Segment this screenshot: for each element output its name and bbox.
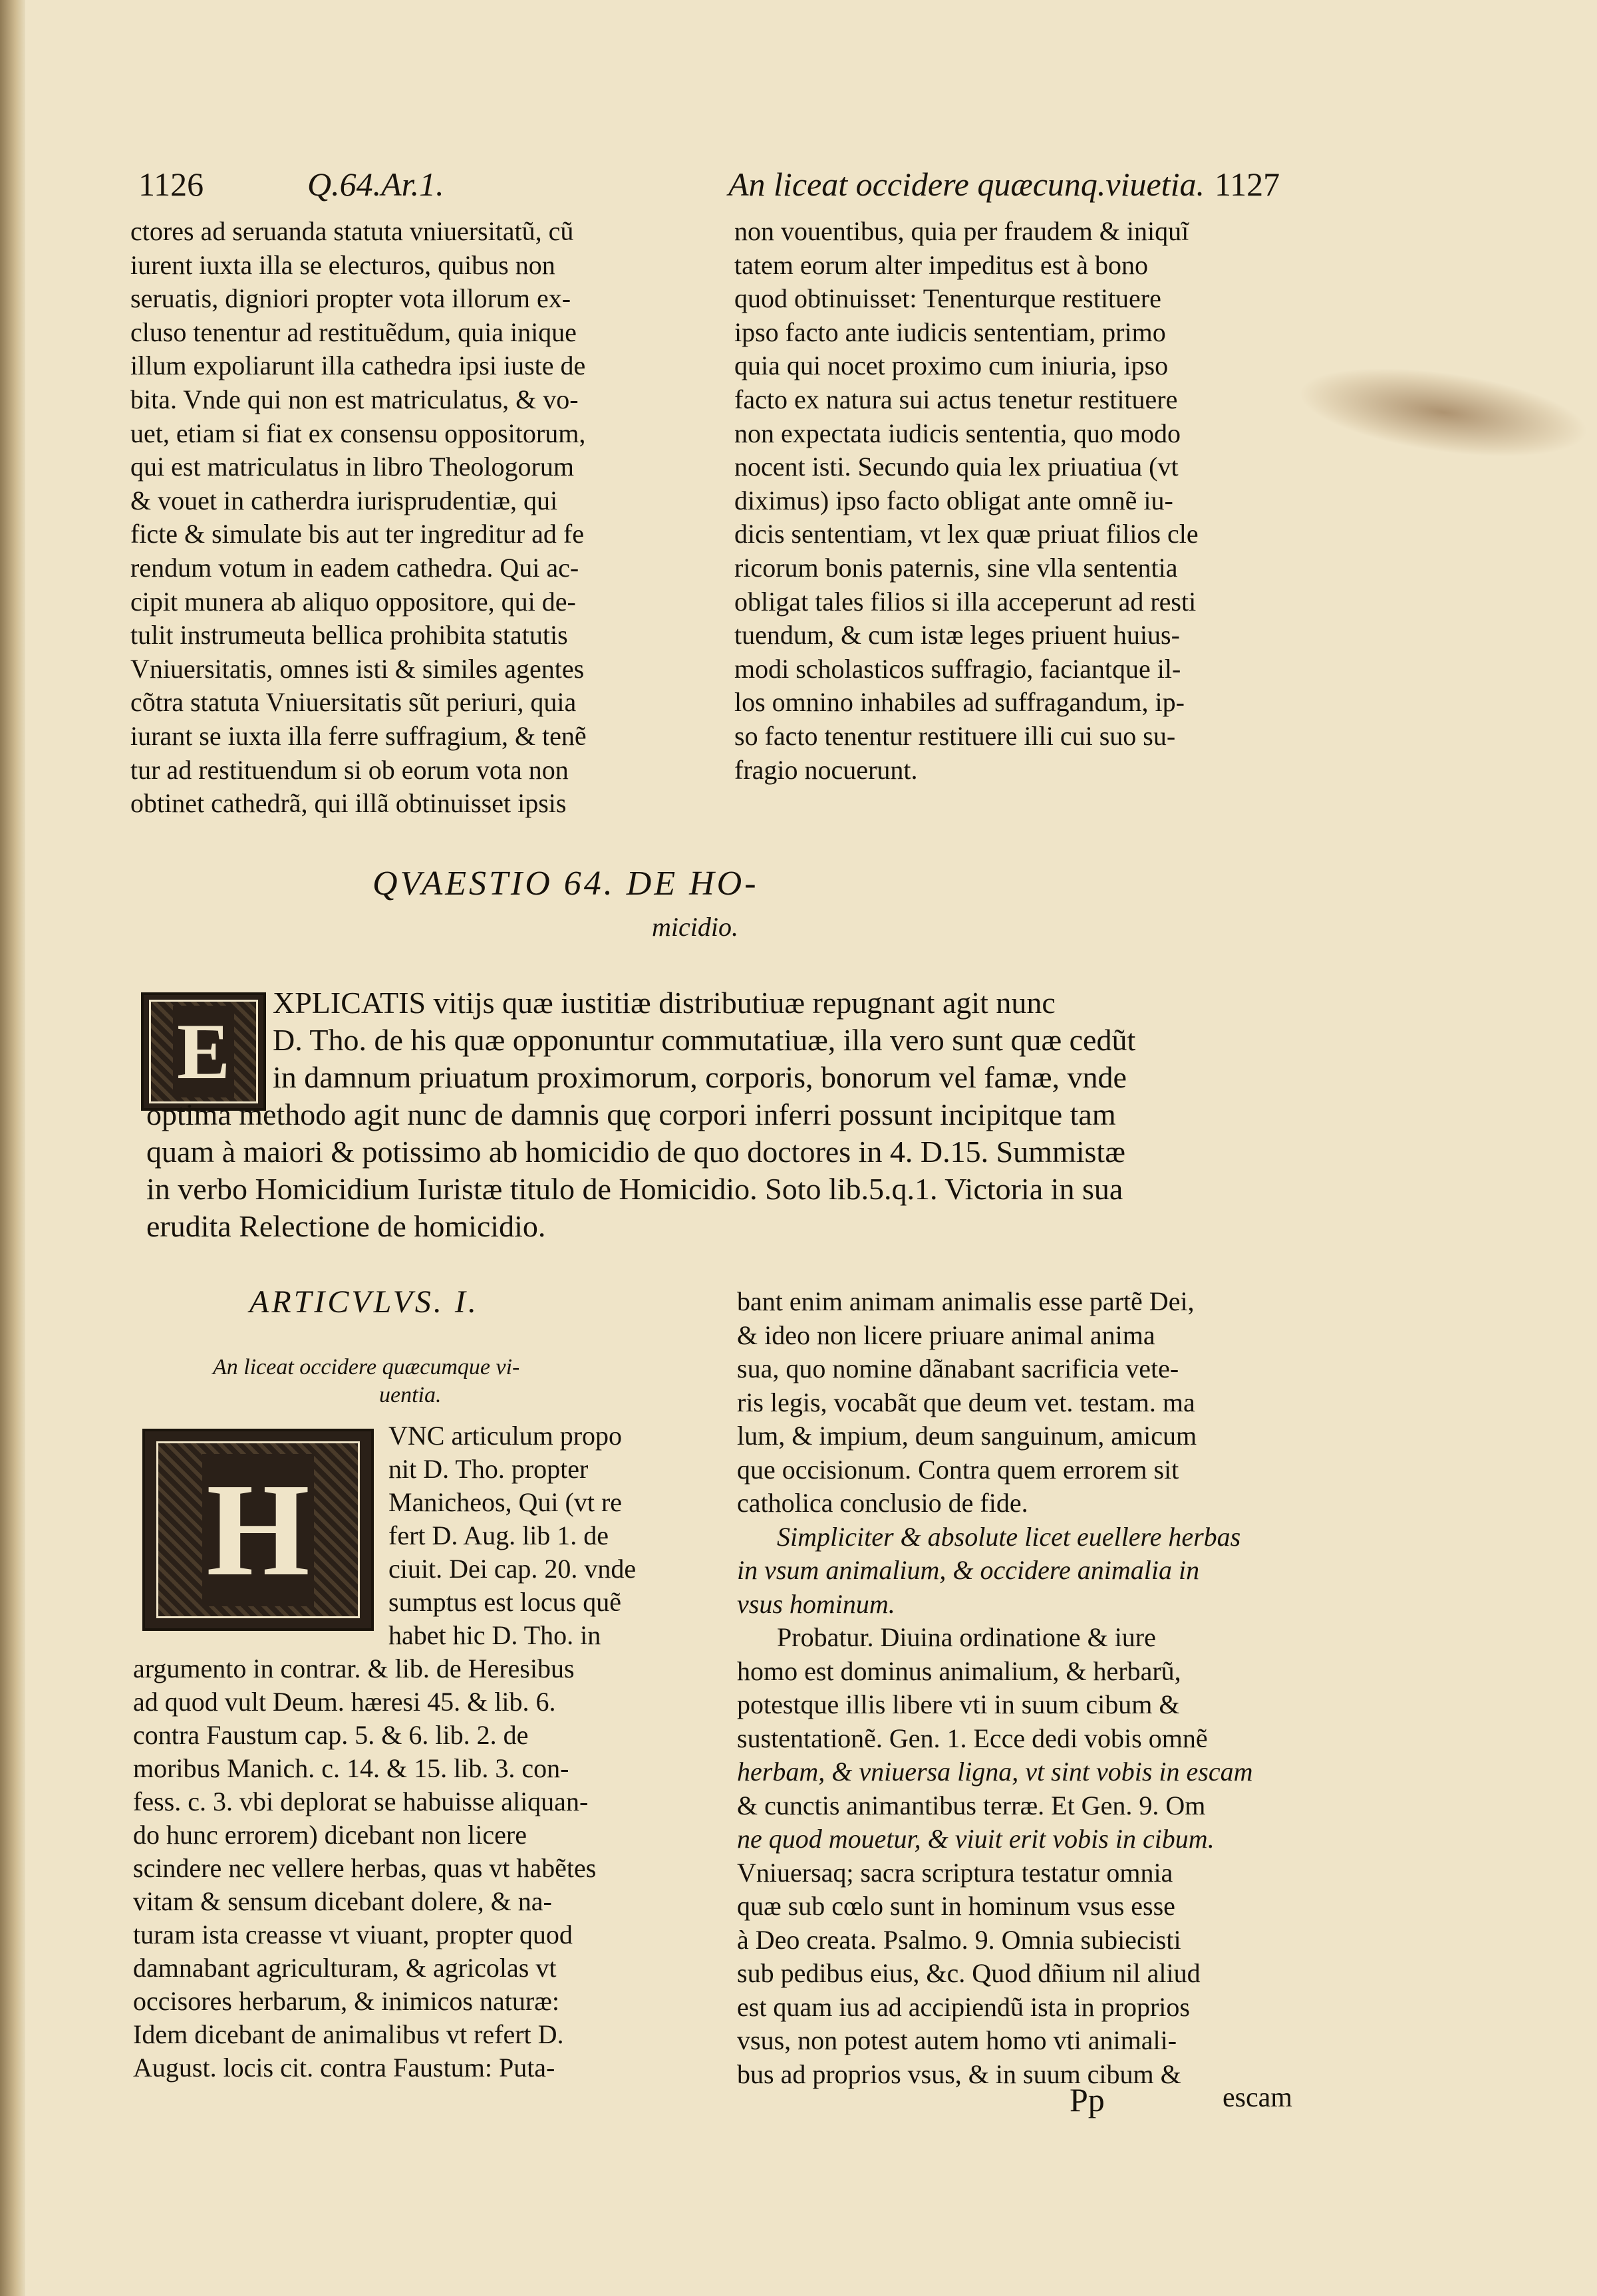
text-line: lum, & impium, deum sanguinum, amicum xyxy=(737,1421,1197,1451)
signature-mark: Pp xyxy=(1070,2081,1105,2118)
text-line: quia qui nocet proximo cum iniuria, ipso xyxy=(734,351,1169,381)
text-line: rendum votum in eadem cathedra. Qui ac- xyxy=(130,552,579,583)
top-left-column xyxy=(130,215,677,821)
text-line: est quam ius ad accipiendũ ista in proprios xyxy=(737,1991,1190,2022)
text-line: qui est matriculatus in libro Theologorum xyxy=(130,452,574,482)
text-line: turam ista creasse vt viuant, propter quod xyxy=(133,1920,573,1949)
text-line: quod obtinuisset: Tenenturque restituere xyxy=(734,283,1161,314)
conclusion-line: vsus hominum. xyxy=(737,1588,895,1619)
text-line: tuendum, & cum istæ leges priuent huius- xyxy=(734,620,1180,650)
text-line: iurent iuxta illa se electuros, quibus non xyxy=(130,249,555,280)
text-line: ricorum bonis paternis, sine vlla sententia xyxy=(734,552,1178,583)
text-line: cõtra statuta Vniuersitatis sũt periuri, quia xyxy=(130,687,577,718)
text-line: fragio nocuerunt. xyxy=(734,754,918,785)
text-line: facto ex natura sui actus tenetur restituere xyxy=(734,384,1178,414)
text-line: optima methodo agit nunc de damnis quę corpori inferri possunt incipitque tam xyxy=(146,1097,1116,1131)
text-line: vitam & sensum dicebant dolere, & na- xyxy=(133,1886,552,1916)
question-title-continued: micidio. xyxy=(652,912,738,942)
text-line: contra Faustum cap. 5. & 6. lib. 2. de xyxy=(133,1720,529,1750)
text-line: sub pedibus eius, &c. Quod dñium nil aliud xyxy=(737,1958,1201,1988)
text-line: VNC articulum propo xyxy=(388,1421,623,1451)
text-line: & cunctis animantibus terræ. Et Gen. 9. Om xyxy=(737,1790,1206,1820)
left-running-title: Q.64.Ar.1. xyxy=(307,166,444,203)
text-line: August. locis cit. contra Faustum: Puta- xyxy=(133,2053,555,2082)
text-line: Probatur. Diuina ordinatione & iure xyxy=(777,1622,1156,1652)
article-column-beside-cap xyxy=(388,1419,681,1652)
text-line: moribus Manich. c. 14. & 15. lib. 3. con- xyxy=(133,1753,569,1783)
text-line: tur ad restituendum si ob eorum vota non xyxy=(130,754,569,785)
bottom-right-column xyxy=(737,1285,1285,2091)
left-page-number: 1126 xyxy=(138,166,204,203)
text-line: Vniuersitatis, omnes isti & similes agentes xyxy=(130,653,585,684)
text-line: in damnum priuatum proximorum, corporis, bonorum vel famæ, vnde xyxy=(273,1060,1127,1094)
text-line: Vniuersaq; sacra scriptura testatur omnia xyxy=(737,1857,1173,1888)
text-line: sumptus est locus quẽ xyxy=(388,1587,621,1617)
text-line: ficte & simulate bis aut ter ingreditur ad fe xyxy=(130,519,584,549)
text-line: habet hic D. Tho. in xyxy=(388,1620,601,1650)
text-line: D. Tho. de his quæ opponuntur commutatiuæ, illa vero sunt quæ cedũt xyxy=(273,1023,1136,1057)
drop-cap-letter: E xyxy=(173,1006,234,1097)
text-line: cipit munera ab aliquo oppositore, qui de- xyxy=(130,586,576,617)
text-line: bant enim animam animalis esse partẽ Dei, xyxy=(737,1286,1195,1316)
text-line: herbam, & vniuersa ligna, vt sint vobis in escam xyxy=(737,1757,1253,1787)
text-line: Idem dicebant de animalibus vt refert D. xyxy=(133,2019,564,2049)
right-running-title: An liceat occidere quæcunq.viuetia. xyxy=(728,166,1205,203)
text-line: non expectata iudicis sententia, quo modo xyxy=(734,418,1181,448)
right-page-number: 1127 xyxy=(1215,166,1280,203)
text-line: vsus, non potest autem homo vti animali- xyxy=(737,2025,1177,2055)
article-subtitle xyxy=(213,1354,612,1409)
text-line: argumento in contrar. & lib. de Heresibus xyxy=(133,1653,575,1683)
text-line: uet, etiam si fiat ex consensu oppositorum, xyxy=(130,418,586,448)
text-line: occisores herbarum, & inimicos naturæ: xyxy=(133,1986,559,2016)
text-line: catholica conclusio de fide. xyxy=(737,1488,1028,1518)
text-line: homo est dominus animalium, & herbarũ, xyxy=(737,1655,1181,1686)
text-line: fert D. Aug. lib 1. de xyxy=(388,1520,609,1550)
text-line: illum expoliarunt illa cathedra ipsi iuste de xyxy=(130,351,586,381)
text-line: seruatis, digniori propter vota illorum ex- xyxy=(130,283,571,314)
text-line: obtinet cathedrã, qui illã obtinuisset ipsis xyxy=(130,788,567,819)
top-right-column xyxy=(734,215,1281,787)
text-line: ne quod mouetur, & viuit erit vobis in cibum. xyxy=(737,1824,1215,1854)
text-line: & vouet in catherdra iurisprudentiæ, qui xyxy=(130,485,558,515)
text-line: sustentationẽ. Gen. 1. Ecce dedi vobis omnẽ xyxy=(737,1723,1208,1753)
text-line: los omnino inhabiles ad suffragandum, ip- xyxy=(734,687,1185,718)
text-line: à Deo creata. Psalmo. 9. Omnia subiecisti xyxy=(737,1924,1181,1955)
drop-cap-h xyxy=(142,1429,374,1631)
text-line: scindere nec vellere herbas, quas vt habẽtes xyxy=(133,1853,597,1883)
text-line: so facto tenentur restituere illi cui suo su- xyxy=(734,720,1176,751)
text-line: Manicheos, Qui (vt re xyxy=(388,1487,623,1517)
text-line: ctores ad seruanda statuta vniuersitatũ, cũ xyxy=(130,216,574,246)
conclusion-line: in vsum animalium, & occidere animalia in xyxy=(737,1555,1200,1585)
text-line: tatem eorum alter impeditus est à bono xyxy=(734,249,1149,280)
text-line: ipso facto ante iudicis sententiam, primo xyxy=(734,317,1166,347)
text-line: do hunc errorem) dicebant non licere xyxy=(133,1820,527,1850)
text-line: quæ sub cœlo sunt in hominum vsus esse xyxy=(737,1891,1175,1921)
text-line: nocent isti. Secundo quia lex priuatiua (vt xyxy=(734,452,1179,482)
catchword: escam xyxy=(1223,2082,1292,2113)
intro-paragraph xyxy=(146,984,1284,1245)
article-subtitle-line: An liceat occidere quæcumque vi- xyxy=(213,1355,520,1379)
text-line: XPLICATIS vitijs quæ iustitiæ distributiuæ repugnant agit nunc xyxy=(273,986,1056,1020)
text-line: obligat tales filios si illa acceperunt ad resti xyxy=(734,586,1197,617)
text-line: tulit instrumeuta bellica prohibita statutis xyxy=(130,620,568,650)
text-line: que occisionum. Contra quem errorem sit xyxy=(737,1454,1179,1485)
text-line: erudita Relectione de homicidio. xyxy=(146,1209,546,1243)
text-line: dicis sententiam, vt lex quæ priuat filios cle xyxy=(734,519,1199,549)
drop-cap-letter: H xyxy=(202,1454,314,1606)
text-line: fess. c. 3. vbi deplorat se habuisse aliquan- xyxy=(133,1787,589,1816)
text-line: diximus) ipso facto obligat ante omnẽ iu- xyxy=(734,485,1173,515)
text-line: sua, quo nomine dãnabant sacrificia vete- xyxy=(737,1354,1179,1383)
question-title: QVAESTIO 64. DE HO- xyxy=(372,865,759,903)
text-line: iurant se iuxta illa ferre suffragium, & tenẽ xyxy=(130,720,587,751)
text-line: ciuit. Dei cap. 20. vnde xyxy=(388,1554,637,1584)
text-line: non vouentibus, quia per fraudem & iniquĩ xyxy=(734,216,1189,246)
text-line: nit D. Tho. propter xyxy=(388,1454,589,1484)
text-line: ad quod vult Deum. hæresi 45. & lib. 6. xyxy=(133,1687,556,1717)
text-line: cluso tenentur ad restituẽdum, quia inique xyxy=(130,317,577,347)
paper-stain xyxy=(1293,353,1594,472)
text-line: quam à maiori & potissimo ab homicidio de quo doctores in 4. D.15. Summistæ xyxy=(146,1135,1125,1169)
article-subtitle-line: uentia. xyxy=(379,1383,442,1407)
text-line: ris legis, vocabãt que deum vet. testam. ma xyxy=(737,1387,1195,1417)
text-line: damnabant agriculturam, & agricolas vt xyxy=(133,1953,557,1983)
article-column-below-cap xyxy=(133,1652,681,2084)
binding-edge xyxy=(0,0,25,2296)
text-line: bita. Vnde qui non est matriculatus, & vo- xyxy=(130,384,579,414)
text-line: & ideo non licere priuare animal anima xyxy=(737,1320,1155,1350)
text-line: modi scholasticos suffragio, faciantque il- xyxy=(734,653,1181,684)
text-line: in verbo Homicidium Iuristæ titulo de Homicidio. Soto lib.5.q.1. Victoria in sua xyxy=(146,1172,1123,1206)
conclusion-line: Simpliciter & absolute licet euellere herbas xyxy=(777,1521,1241,1552)
article-title: ARTICVLVS. I. xyxy=(249,1284,479,1320)
text-line: bus ad proprios vsus, & in suum cibum & xyxy=(737,2059,1181,2089)
text-line: potestque illis libere vti in suum cibum & xyxy=(737,1689,1180,1719)
